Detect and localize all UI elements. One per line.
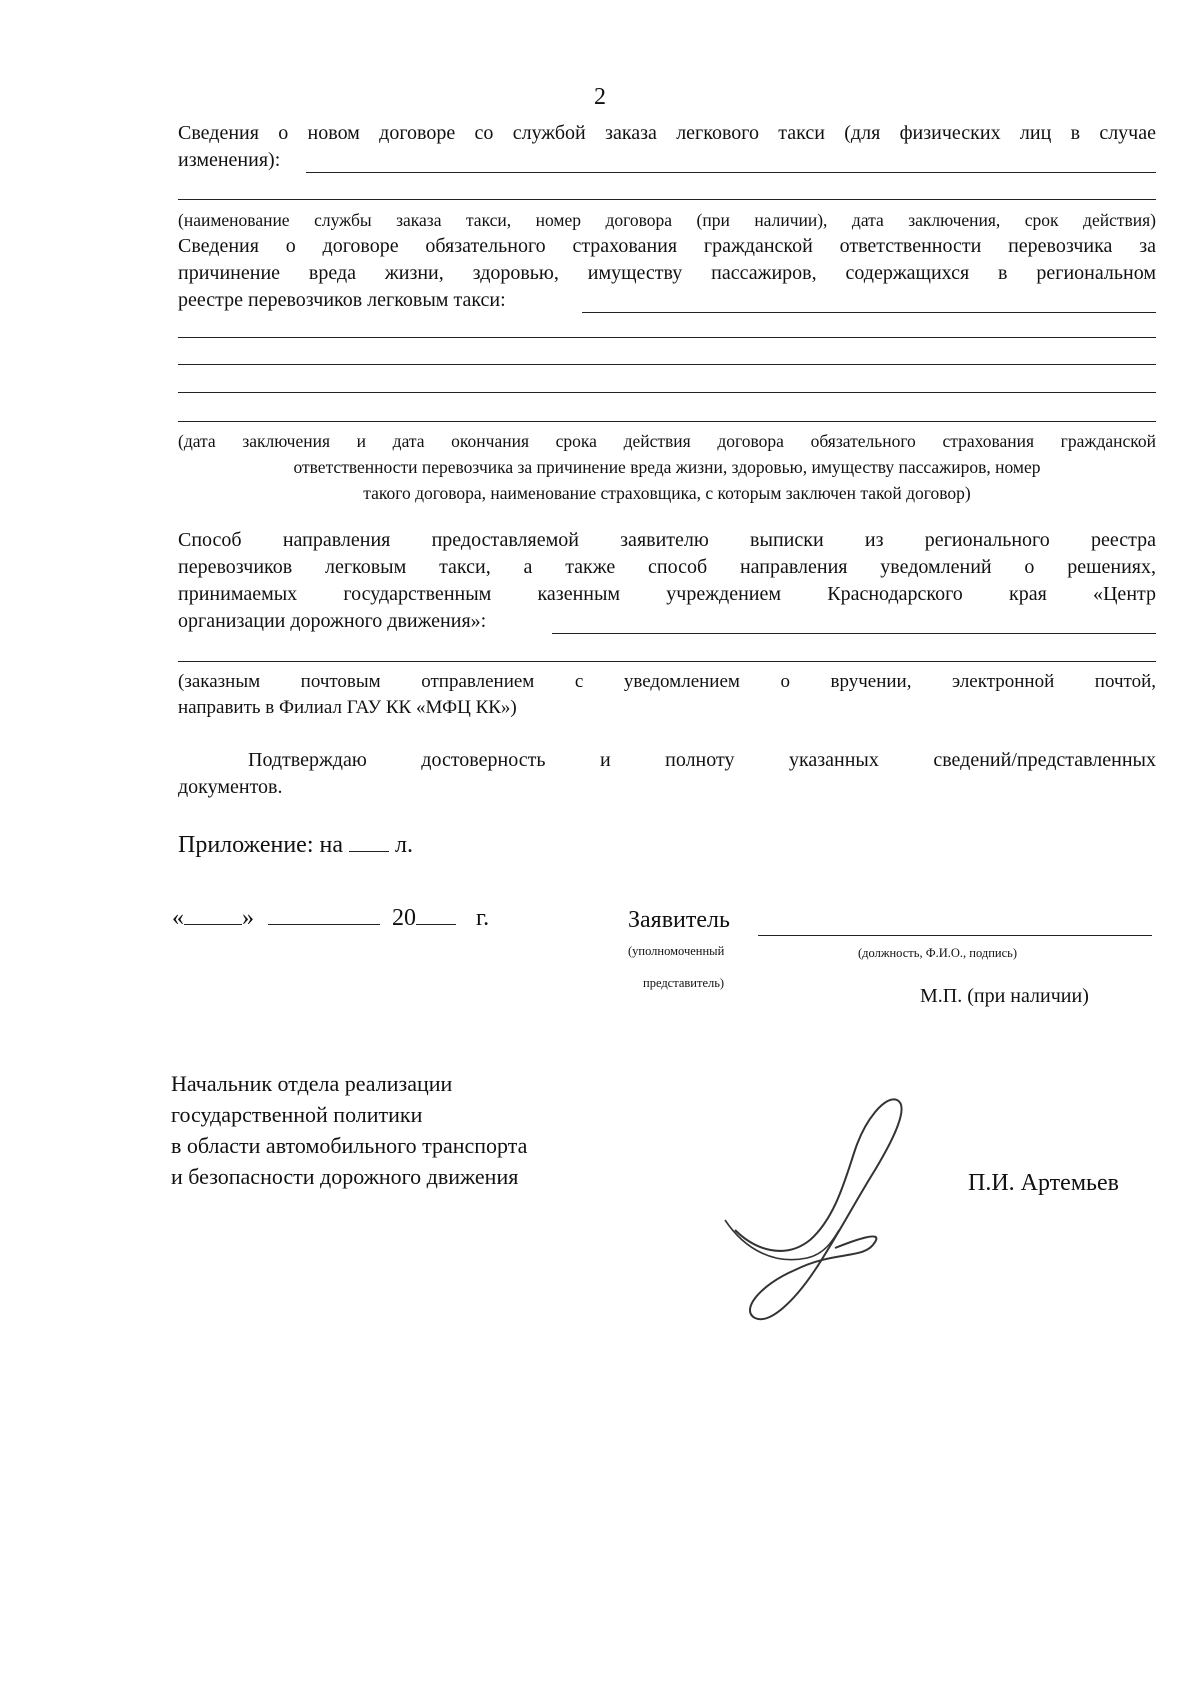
date-month-field[interactable]: [268, 906, 380, 925]
stamp-note: М.П. (при наличии): [920, 985, 1089, 1007]
insurance-input-line-1[interactable]: [582, 312, 1156, 313]
applicant-signature-field[interactable]: [758, 935, 1152, 936]
taxi-contract-line1: Сведения о новом договоре со службой заказа легкового такси (для физических лиц в случае: [178, 122, 1156, 144]
date-open-quote: «: [172, 905, 184, 931]
insurance-line2: причинение вреда жизни, здоровью, имуществу пассажиров, содержащихся в региональном: [178, 262, 1156, 284]
taxi-contract-input-line-2[interactable]: [178, 199, 1156, 200]
insurance-note-line3: такого договора, наименование страховщика, с которым заключен такой договор): [363, 483, 971, 503]
official-title-line3: в области автомобильного транспорта: [171, 1133, 528, 1158]
attachment-prefix: Приложение: на: [178, 832, 343, 858]
insurance-note-line2: ответственности перевозчика за причинение вреда жизни, здоровью, имуществу пассажиров, номер: [293, 457, 1041, 477]
taxi-contract-line2: изменения):: [178, 149, 281, 171]
attachment-pages-field[interactable]: [349, 833, 389, 852]
page-number: 2: [594, 84, 606, 110]
official-title-line2: государственной политики: [171, 1102, 423, 1127]
confirm-line1: Подтверждаю достоверность и полноту указанных сведений/представленных: [248, 749, 1156, 771]
date-year-suffix: г.: [476, 905, 490, 931]
applicant-sub2: (должность, Ф.И.О., подпись): [858, 946, 1017, 960]
official-title-line4: и безопасности дорожного движения: [171, 1164, 519, 1189]
insurance-input-line-3[interactable]: [178, 364, 1156, 365]
date-line: [172, 905, 489, 932]
confirm-line2: документов.: [178, 776, 283, 798]
delivery-line1: Способ направления предоставляемой заявителю выписки из регионального реестра: [178, 529, 1156, 551]
official-name: П.И. Артемьев: [968, 1170, 1119, 1196]
delivery-line2: перевозчиков легковым такси, а также способ направления уведомлений о решениях,: [178, 556, 1156, 578]
taxi-contract-note: (наименование службы заказа такси, номер договора (при наличии), дата заключения, срок действия): [178, 210, 1156, 230]
insurance-input-line-5[interactable]: [178, 421, 1156, 422]
taxi-contract-input-line[interactable]: [306, 172, 1156, 173]
delivery-line3: принимаемых государственным казенным учреждением Краснодарского края «Центр: [178, 583, 1156, 605]
delivery-input-line-2[interactable]: [178, 661, 1156, 662]
insurance-note-line1: (дата заключения и дата окончания срока действия договора обязательного страхования гражданской: [178, 431, 1156, 451]
applicant-sub1-line1: (уполномоченный: [628, 944, 725, 958]
date-year-field[interactable]: [416, 906, 456, 925]
delivery-note-line1: (заказным почтовым отправлением с уведомлением о вручении, электронной почтой,: [178, 671, 1156, 692]
applicant-sub1-line2: представитель): [643, 976, 725, 990]
insurance-line1: Сведения о договоре обязательного страхования гражданской ответственности перевозчика за: [178, 235, 1156, 257]
delivery-input-line-1[interactable]: [552, 633, 1156, 634]
insurance-input-line-4[interactable]: [178, 392, 1156, 393]
date-day-field[interactable]: [184, 906, 242, 925]
date-close-quote: »: [242, 905, 254, 931]
insurance-input-line-2[interactable]: [178, 337, 1156, 338]
date-year-prefix: 20: [392, 905, 416, 931]
official-title-line1: Начальник отдела реализации: [171, 1071, 453, 1096]
handwritten-signature: [715, 1090, 925, 1330]
applicant-label: Заявитель: [628, 907, 730, 933]
attachment-line: [178, 832, 413, 859]
insurance-line3: реестре перевозчиков легковым такси:: [178, 289, 506, 311]
attachment-suffix: л.: [394, 832, 413, 858]
delivery-note-line2: направить в Филиал ГАУ КК «МФЦ КК»): [178, 697, 517, 718]
official-title: [171, 1068, 527, 1192]
delivery-line4: организации дорожного движения»:: [178, 610, 487, 632]
